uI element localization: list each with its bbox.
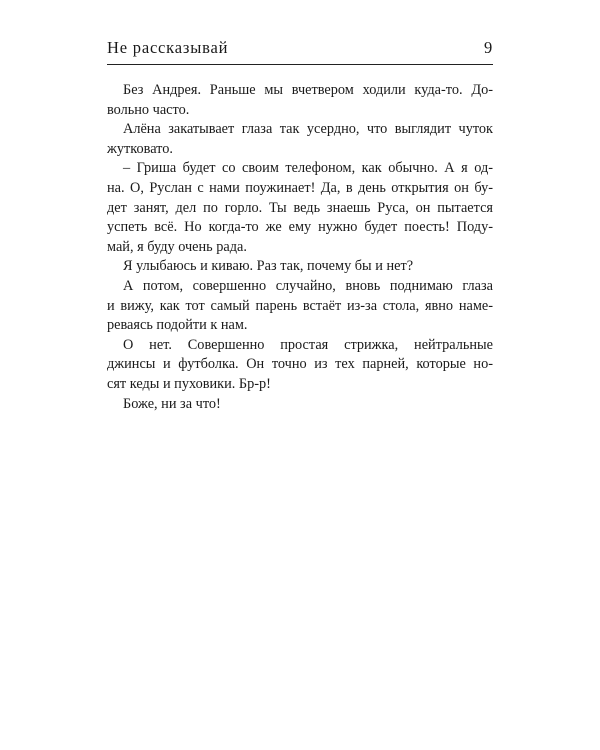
text-line: Я улыбаюсь и киваю. Раз так, почему бы и нет? xyxy=(123,258,414,275)
text-line: успеть всё. Но когда-то же ему нужно будет поесть! Поду- xyxy=(107,219,493,236)
text-line: вольно часто. xyxy=(107,101,190,118)
text-line: О нет. Совершенно простая стрижка, нейтральные xyxy=(123,336,493,353)
text-line: жутковато. xyxy=(107,140,173,157)
header-rule xyxy=(107,64,493,65)
text-line: джинсы и футболка. Он точно из тех парней, которые но- xyxy=(107,356,493,373)
text-line: сят кеды и пуховики. Бр-р! xyxy=(107,375,271,392)
text-line: А потом, совершенно случайно, вновь поднимаю глаза xyxy=(123,277,493,294)
chapter-title: Не рассказывай xyxy=(107,38,229,57)
text-line: – Гриша будет со своим телефоном, как обычно. А я од- xyxy=(123,160,493,177)
text-line: на. О, Руслан с нами поужинает! Да, в день открытия он бу- xyxy=(107,179,493,196)
page-number: 9 xyxy=(483,38,493,57)
body-text xyxy=(107,81,493,414)
text-line: дет занят, дел по горло. Ты ведь знаешь Руса, он пытается xyxy=(107,199,493,216)
text-line: Боже, ни за что! xyxy=(123,395,221,412)
running-head xyxy=(107,38,493,60)
text-line: Без Андрея. Раньше мы вчетвером ходили куда-то. До- xyxy=(123,82,493,98)
text-line: и вижу, как тот самый парень встаёт из-за стола, явно наме- xyxy=(107,297,493,314)
text-line: реваясь подойти к нам. xyxy=(107,317,248,334)
text-line: май, я буду очень рада. xyxy=(107,238,247,255)
text-line: Алёна закатывает глаза так усердно, что выглядит чуток xyxy=(123,121,493,138)
